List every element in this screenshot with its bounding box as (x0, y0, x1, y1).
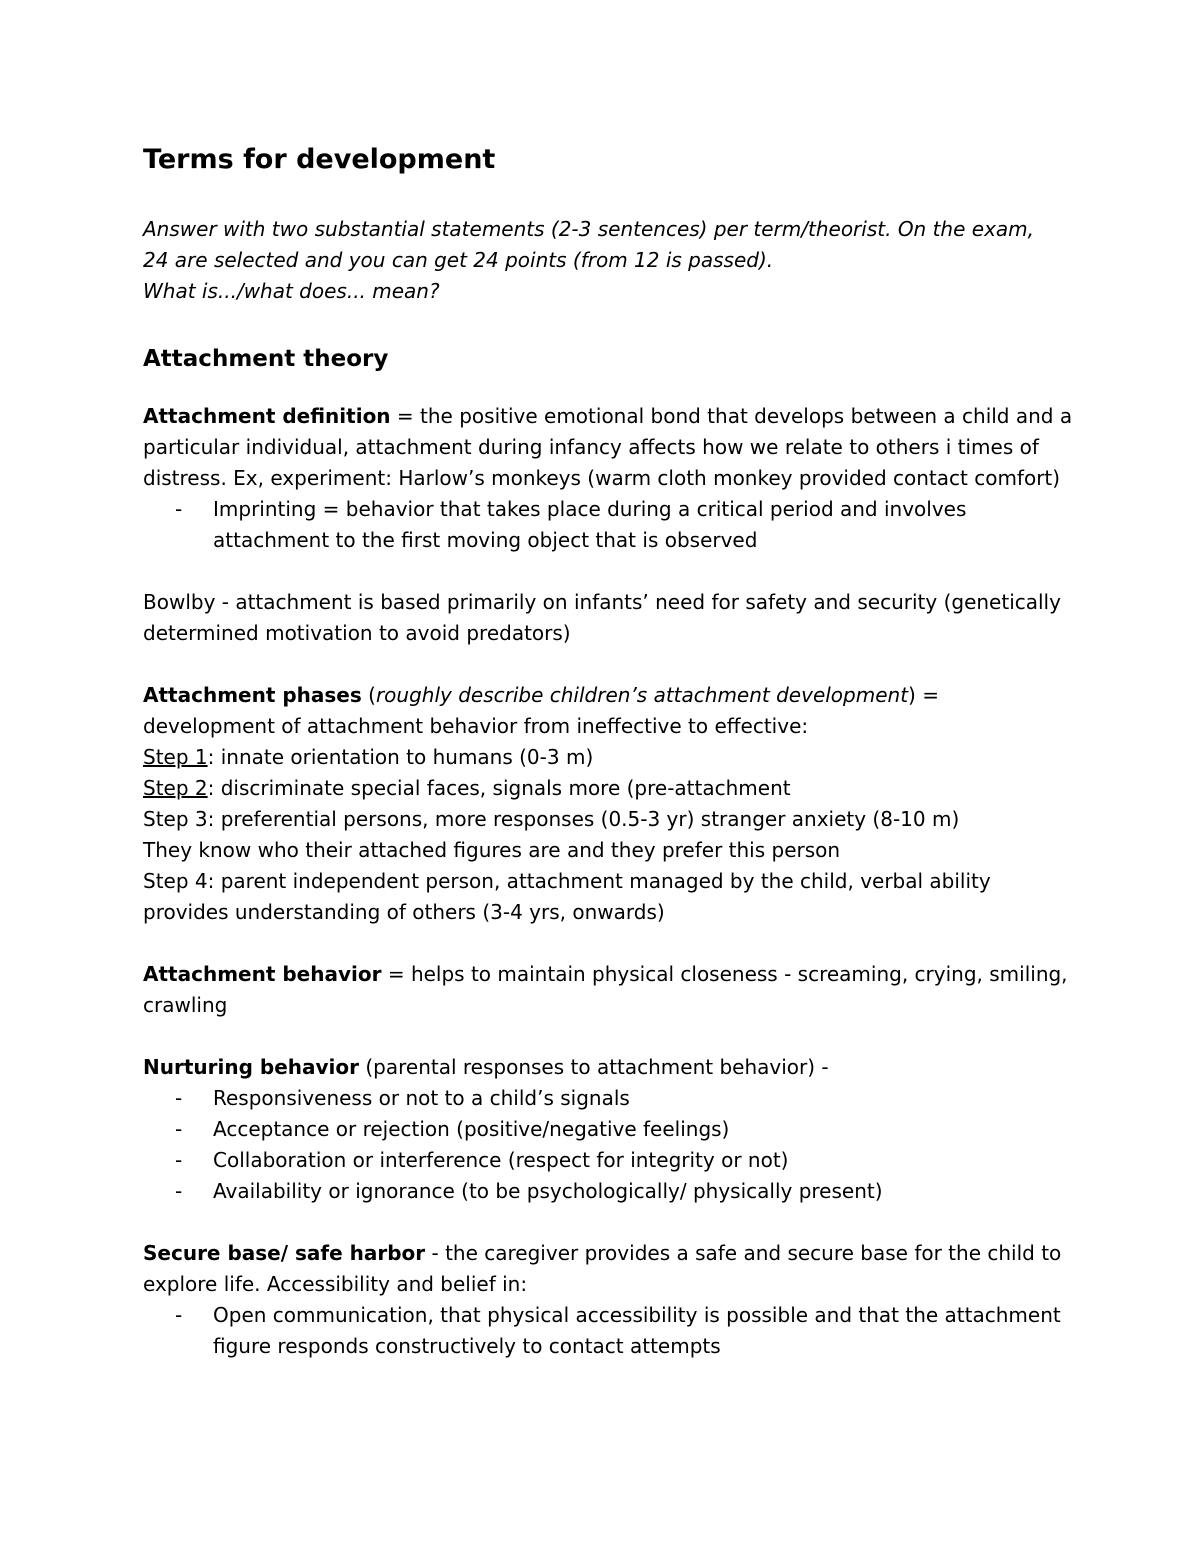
attachment-definition-term: Attachment definition (143, 404, 391, 428)
step-2-text: : discriminate special faces, signals more (pre-attachment (207, 776, 791, 800)
step-1-text: : innate orientation to humans (0-3 m) (207, 745, 594, 769)
paren-close: ) = (908, 683, 939, 707)
secure-base-text: - the caregiver provides a safe and secure base for the child to explore life. Accessibility and belief in: (143, 1241, 1062, 1296)
attachment-definition-list (143, 494, 1073, 556)
list-item-text: Collaboration or interference (respect for integrity or not) (213, 1148, 789, 1172)
nurturing-behavior-list (143, 1083, 1073, 1207)
step-3-line: Step 3: preferential persons, more responses (0.5-3 yr) stranger anxiety (8-10 m) (143, 807, 960, 831)
list-item (175, 1083, 1073, 1114)
list-item-text: Responsiveness or not to a child’s signals (213, 1086, 630, 1110)
list-item-text: Availability or ignorance (to be psychologically/ physically present) (213, 1179, 883, 1203)
list-item (175, 494, 1073, 556)
step-1-line (143, 742, 1073, 773)
secure-base-paragraph (143, 1238, 1073, 1300)
nurturing-behavior-paragraph (143, 1052, 1073, 1083)
attachment-phases-term: Attachment phases (143, 683, 362, 707)
bowlby-paragraph: Bowlby - attachment is based primarily on infants’ need for safety and security (genetically determined motivation to avoid predators) (143, 590, 1061, 645)
dash-bullet: - (175, 1117, 183, 1141)
list-item (175, 1114, 1073, 1145)
attachment-phases-paragraph (143, 680, 1073, 711)
step-3-note: They know who their attached figures are and they prefer this person (143, 838, 841, 862)
section-heading: Attachment theory (143, 346, 389, 372)
dash-bullet: - (175, 1303, 183, 1327)
instructions-line-2: 24 are selected and you can get 24 points (from 12 is passed). (143, 248, 774, 272)
step-2-label: Step 2 (143, 776, 208, 800)
document-title: Terms for development (143, 144, 496, 175)
list-item (175, 1300, 1073, 1362)
instructions-line-1: Answer with two substantial statements (2-3 sentences) per term/theorist. On the exam, (143, 217, 1035, 241)
list-item-text: Open communication, that physical accessibility is possible and that the attachment figure responds constructively to contact attempts (213, 1303, 1061, 1358)
step-1-label: Step 1 (143, 745, 208, 769)
instructions (143, 214, 1073, 307)
attachment-behavior-term: Attachment behavior (143, 962, 382, 986)
attachment-phases-intro: development of attachment behavior from ineffective to effective: (143, 714, 809, 738)
list-item-text: Imprinting = behavior that takes place during a critical period and involves attachment to the first moving object that is observed (213, 497, 967, 552)
step-2-line (143, 773, 1073, 804)
dash-bullet: - (175, 1179, 183, 1203)
list-item (175, 1176, 1073, 1207)
list-item (175, 1145, 1073, 1176)
document-page (143, 140, 1073, 1362)
paren-open: ( (361, 683, 376, 707)
nurturing-behavior-term: Nurturing behavior (143, 1055, 359, 1079)
attachment-definition-text: = the positive emotional bond that develops between a child and a particular individual, attachment during infancy affects how we relate to others i times of distress. Ex, experiment: Harlow’s monkeys (warm cloth monkey provided contact comfort) (143, 404, 1073, 490)
attachment-behavior-text: = helps to maintain physical closeness - screaming, crying, smiling, crawling (143, 962, 1068, 1017)
nurturing-behavior-text: (parental responses to attachment behavior) - (359, 1055, 829, 1079)
secure-base-list (143, 1300, 1073, 1362)
list-item-text: Acceptance or rejection (positive/negative feelings) (213, 1117, 730, 1141)
attachment-definition-paragraph (143, 401, 1073, 494)
dash-bullet: - (175, 1148, 183, 1172)
attachment-phases-note: roughly describe children’s attachment development (375, 683, 909, 707)
dash-bullet: - (175, 497, 183, 521)
attachment-behavior-paragraph (143, 959, 1073, 1021)
step-4-line: Step 4: parent independent person, attachment managed by the child, verbal ability provides understanding of others (3-4 yrs, onwards) (143, 869, 991, 924)
secure-base-term: Secure base/ safe harbor (143, 1241, 426, 1265)
dash-bullet: - (175, 1086, 183, 1110)
instructions-line-3: What is.../what does... mean? (143, 279, 440, 303)
